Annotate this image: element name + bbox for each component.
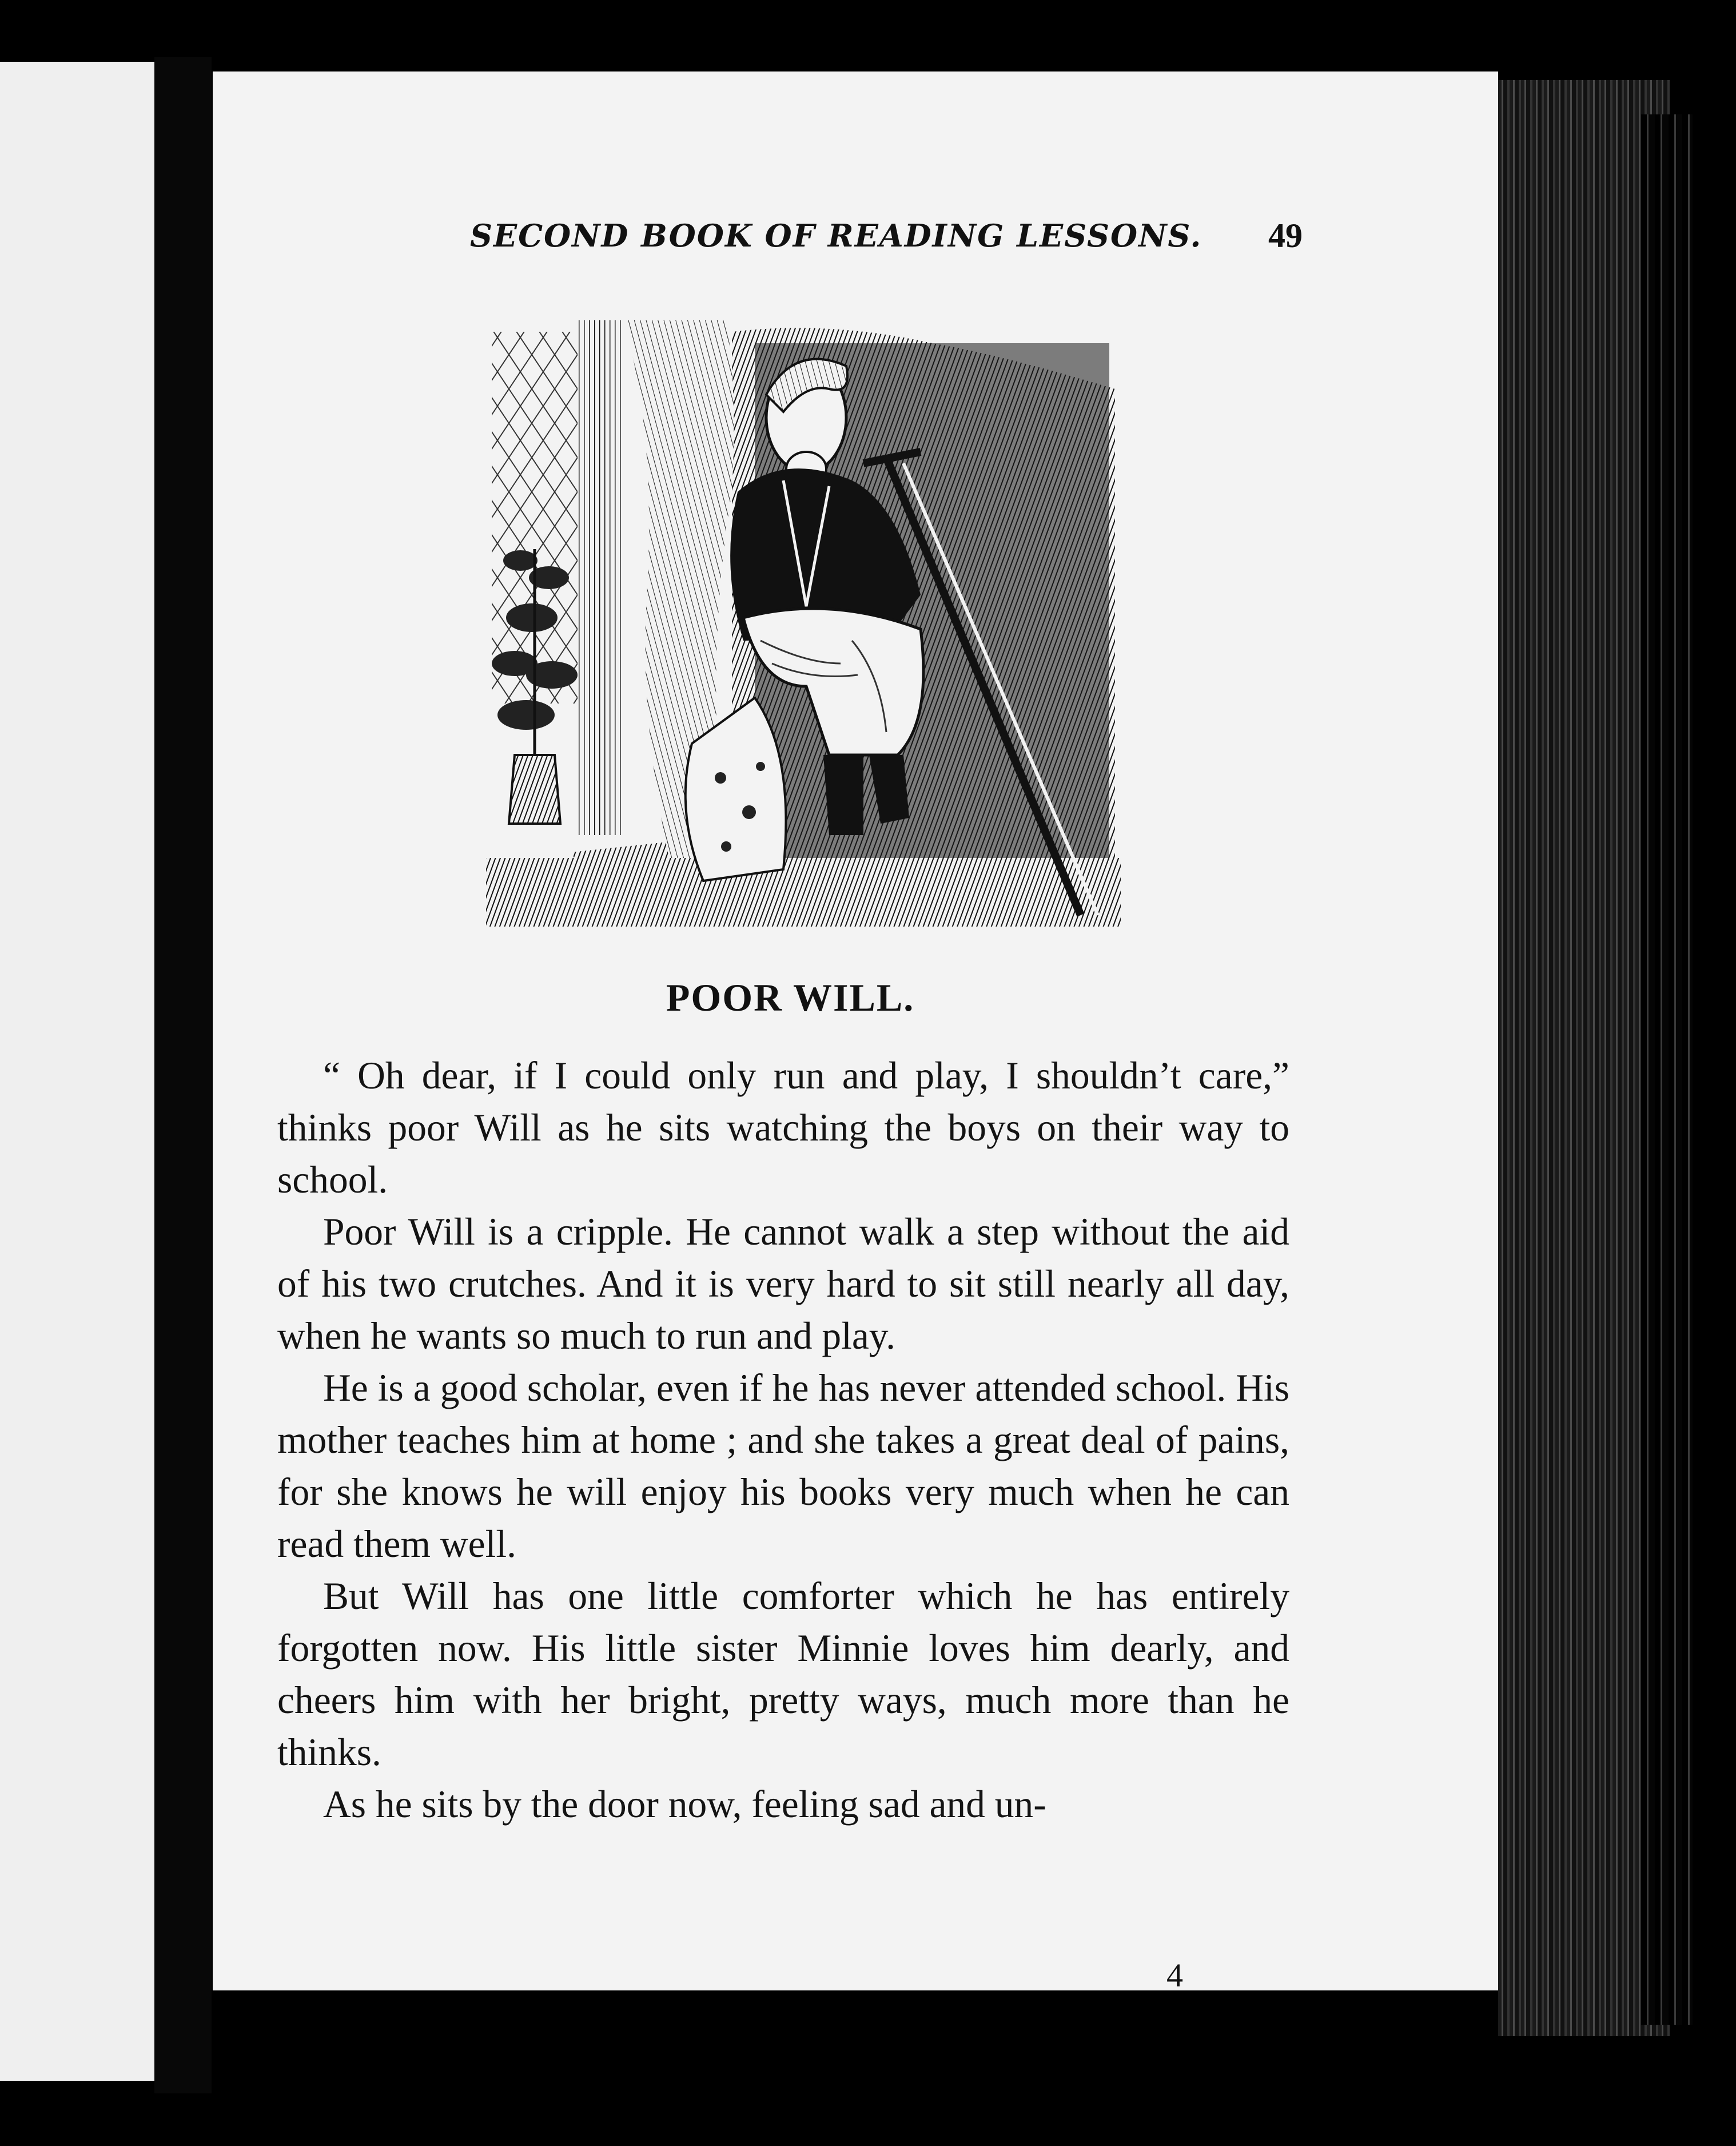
book-gutter xyxy=(154,57,212,2093)
running-head: SECOND BOOK OF READING LESSONS. xyxy=(470,217,1203,254)
paragraph: “ Oh dear, if I could only run and play, I shouldn’t care,” thinks poor Will as he sits watching the boys on their way to school. xyxy=(277,1054,1289,1201)
paragraph: Poor Will is a cripple. He cannot walk a step without the aid of his two crutches. And it is very hard to sit still nearly all day, when he wants so much to run and play. xyxy=(277,1210,1289,1357)
paragraph: But Will has one little comforter which he has entirely forgotten now. His little sister Minnie loves him dearly, and cheers him with her bright, pretty ways, much more than he thinks. xyxy=(277,1575,1289,1774)
paragraph: As he sits by the door now, feeling sad and un- xyxy=(323,1783,1046,1826)
lesson-title: POOR WILL. xyxy=(666,976,915,1019)
paragraph: He is a good scholar, even if he has never attended school. His mother teaches him at home ; and she takes a great deal of pains, for she knows he will enjoy his books very much when he can read them well. xyxy=(277,1366,1289,1565)
cover-edge xyxy=(1641,114,1693,2025)
signature-mark: 4 xyxy=(1166,1957,1183,1994)
engraving-boy-with-crutches-icon xyxy=(486,320,1121,927)
lesson-body xyxy=(277,1050,1289,1830)
page-number: 49 xyxy=(1268,217,1303,255)
